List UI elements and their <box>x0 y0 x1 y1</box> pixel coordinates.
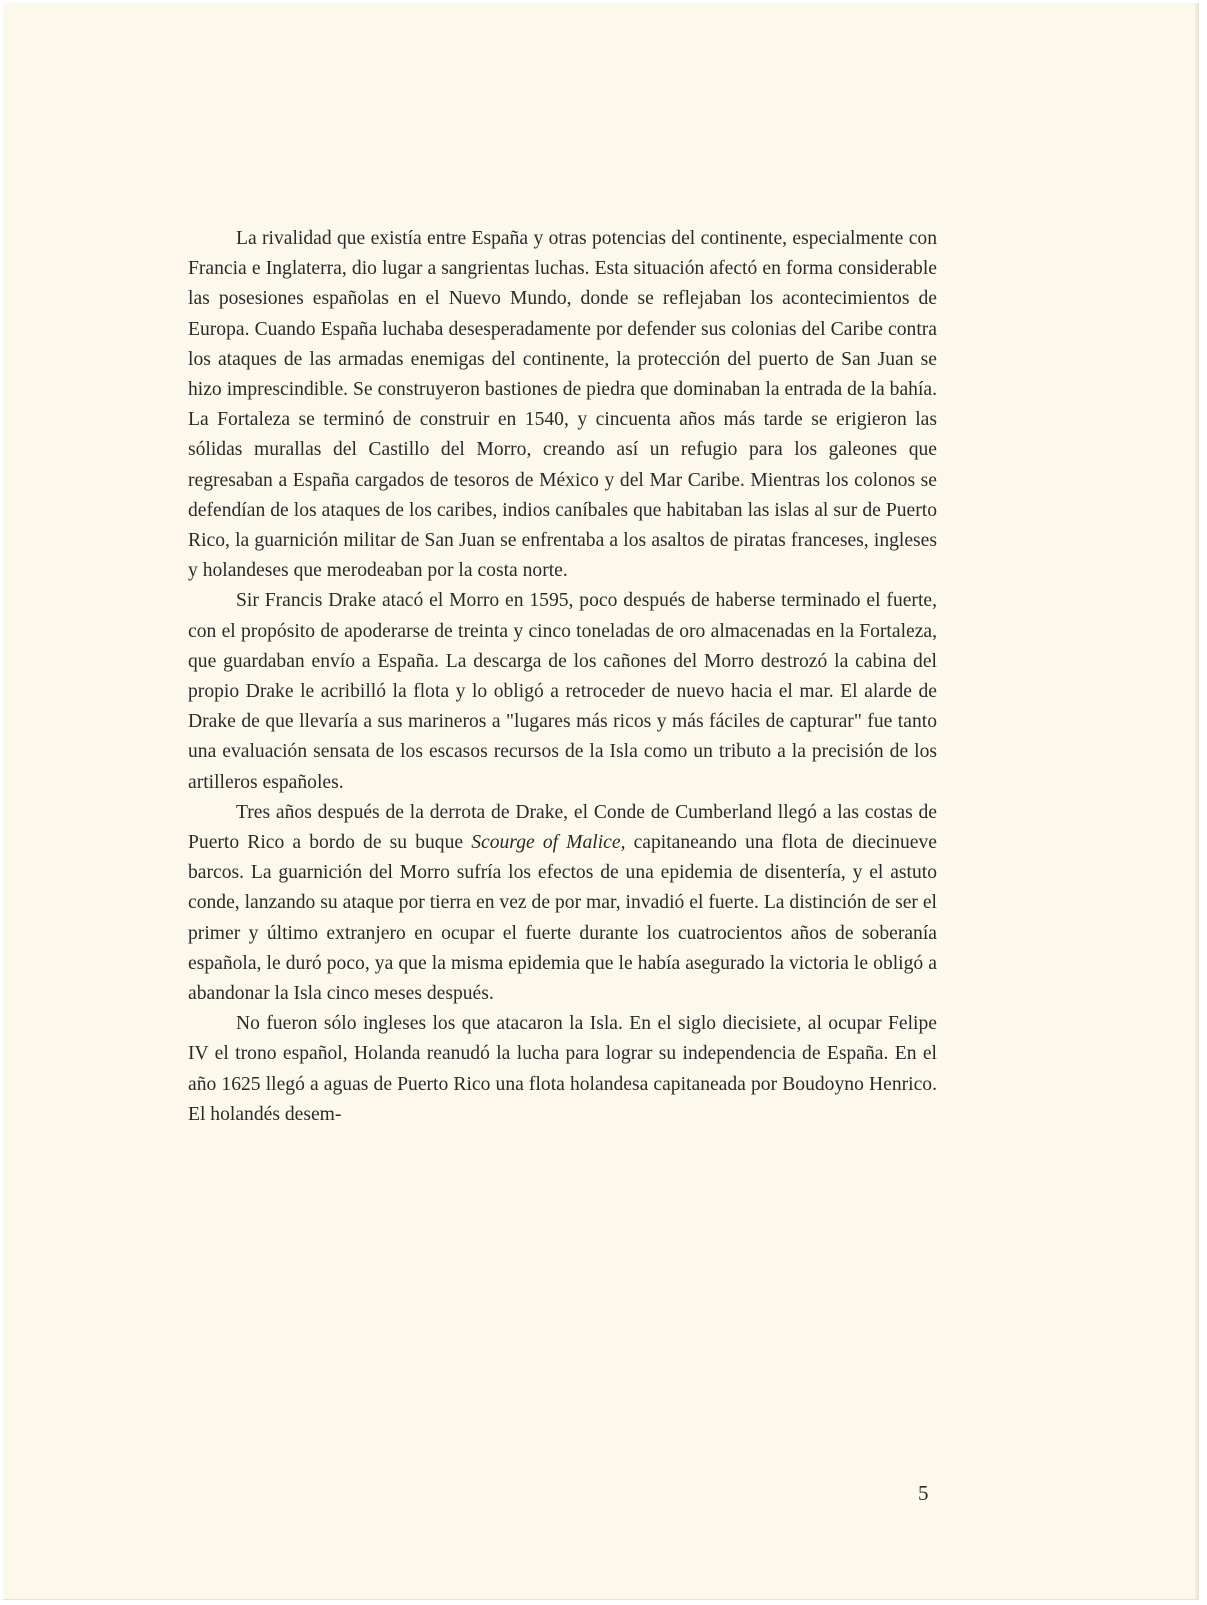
paragraph-4: No fueron sólo ingleses los que atacaron la Isla. En el siglo diecisiete, al ocupar Felipe IV el trono español, Holanda reanudó la lucha para lograr su independencia de España. En el año 1625 llegó a aguas de Puerto Rico una flota holandesa capitaneada por Boudoyno Henrico. El holandés desem- <box>188 1013 937 1125</box>
body-text <box>188 224 937 1130</box>
paragraph-3-after: capitaneando una flota de diecinueve barcos. La guarnición del Morro sufría los efectos de una epidemia de disentería, y el astuto conde, lanzando su ataque por tierra en vez de por mar, invadió el fuerte. La distinción de ser el primer y último extranjero en ocupar el fuerte durante los cuatrocientos años de soberanía española, le duró poco, ya que la misma epidemia que le había asegurado la victoria le obligó a abandonar la Isla cinco meses después. <box>188 832 937 1005</box>
ship-name: Scourge of Malice, <box>471 832 626 854</box>
book-page <box>3 3 1199 1600</box>
paragraph-2: Sir Francis Drake atacó el Morro en 1595, poco después de haberse terminado el fuerte, con el propósito de apoderarse de treinta y cinco toneladas de oro almacenadas en la Fortaleza, que guardaban envío a España. La descarga de los cañones del Morro destrozó la cabina del propio Drake le acribilló la flota y lo obligó a retroceder de nuevo hacia el mar. El alarde de Drake de que llevaría a sus marineros a "lugares más ricos y más fáciles de capturar" fue tanto una evaluación sensata de los escasos recursos de la Isla como un tributo a la precisión de los artilleros españoles. <box>188 590 937 793</box>
paragraph-3 <box>188 798 937 1009</box>
paragraph-3-before: Tres años después de la derrota de Drake, el Conde de Cumberland llegó a las costas de Puerto Rico a bordo de su buque <box>188 801 937 854</box>
page-number: 5 <box>918 1481 929 1505</box>
page-edge <box>1195 3 1198 1599</box>
paragraph-1: La rivalidad que existía entre España y otras potencias del continente, especialmente con Francia e Inglaterra, dio lugar a sangrientas luchas. Esta situación afectó en forma considerable las posesiones españolas en el Nuevo Mundo, donde se reflejaban los acontecimientos de Europa. Cuando España luchaba desesperadamente por defender sus colonias del Caribe contra los ataques de las armadas enemigas del continente, la protección del puerto de San Juan se hizo imprescindible. Se construyeron bastiones de piedra que dominaban la entrada de la bahía. La Fortaleza se terminó de construir en 1540, y cincuenta años más tarde se erigieron las sólidas murallas del Castillo del Morro, creando así un refugio para los galeones que regresaban a España cargados de tesoros de México y del Mar Caribe. Mientras los colonos se defendían de los ataques de los caribes, indios caníbales que habitaban las islas al sur de Puerto Rico, la guarnición militar de San Juan se enfrentaba a los asaltos de piratas franceses, ingleses y holandeses que merodeaban por la costa norte. <box>188 228 937 582</box>
